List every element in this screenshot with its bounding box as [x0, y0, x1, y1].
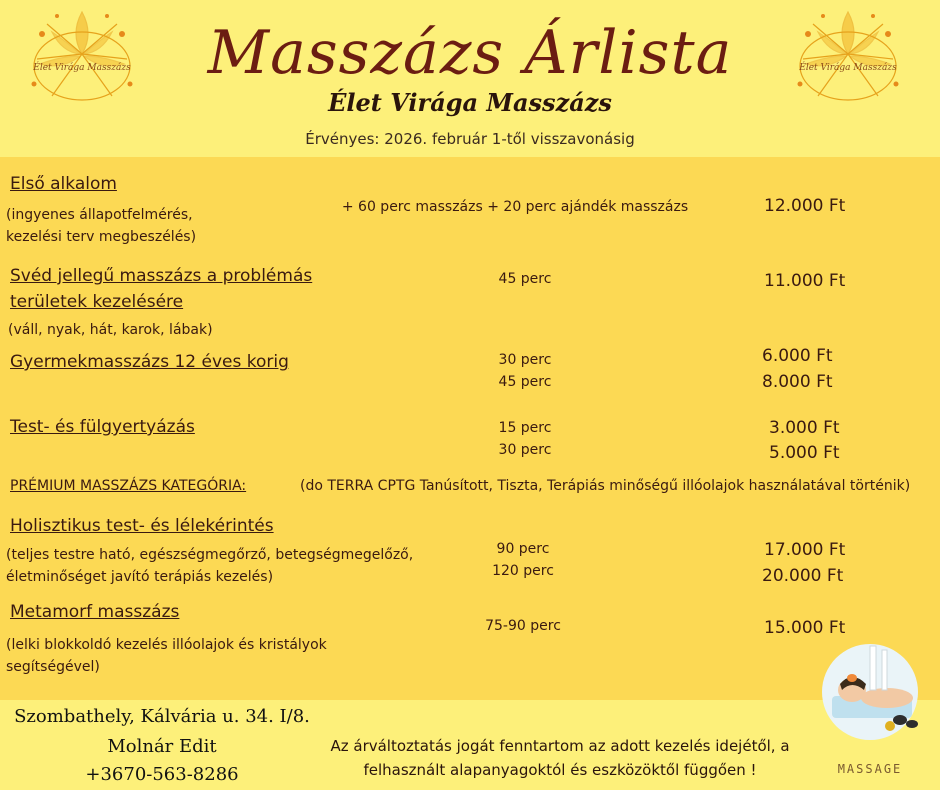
service-note-swedish: (váll, nyak, hát, karok, lábak)	[8, 322, 213, 338]
service-price-candle-2: 5.000 Ft	[769, 443, 840, 463]
logo-text: Élet Virága Masszázs	[33, 63, 131, 73]
massage-label: MASSAGE	[837, 762, 903, 776]
disclaimer-line-2: felhasznált alapanyagoktól és eszközöktől függően !	[363, 761, 757, 779]
service-price-child-1: 6.000 Ft	[762, 346, 833, 366]
logo-text: Élet Virága Masszázs	[799, 63, 897, 73]
owner-name: Molnár Edit	[107, 736, 217, 757]
service-duration-swedish: 45 perc	[498, 271, 552, 287]
premium-category-note: (do TERRA CPTG Tanúsított, Tiszta, Terápiás minőségű illóolajok használatával történik)	[300, 478, 911, 494]
service-note-holistic-1: (teljes testre ható, egészségmegőrző, betegségmegelőző,	[6, 547, 414, 563]
service-price-first: 12.000 Ft	[764, 196, 846, 216]
validity-text: Érvényes: 2026. február 1-től visszavonásig	[305, 130, 635, 148]
service-duration-candle-1: 15 perc	[498, 420, 552, 436]
service-note-holistic-2: életminőséget javító terápiás kezelés)	[6, 569, 274, 585]
service-price-holistic-1: 17.000 Ft	[764, 540, 846, 560]
disclaimer-line-1: Az árváltoztatás jogát fenntartom az adott kezelés idejétől, a	[330, 737, 790, 755]
service-note-metamorf-2: segítségével)	[6, 659, 100, 675]
service-price-swedish: 11.000 Ft	[764, 271, 846, 291]
service-duration-first: + 60 perc masszázs + 20 perc ajándék masszázs	[341, 199, 689, 215]
service-name-candle: Test- és fülgyertyázás	[10, 417, 195, 437]
service-name-swedish-2: területek kezelésére	[10, 292, 184, 312]
premium-category-label: PRÉMIUM MASSZÁZS KATEGÓRIA:	[10, 478, 247, 494]
service-note-first-2: kezelési terv megbeszélés)	[6, 229, 197, 245]
massage-illustration	[812, 640, 928, 740]
service-name-swedish-1: Svéd jellegű masszázs a problémás	[10, 266, 313, 286]
service-price-candle-1: 3.000 Ft	[769, 418, 840, 438]
service-note-first-1: (ingyenes állapotfelmérés,	[6, 207, 193, 223]
service-duration-metamorf: 75-90 perc	[485, 618, 561, 634]
service-note-metamorf-1: (lelki blokkoldó kezelés illóolajok és kristályok	[6, 637, 327, 653]
service-name-holistic: Holisztikus test- és lélekérintés	[10, 516, 274, 536]
service-duration-child-1: 30 perc	[498, 352, 552, 368]
service-name-first: Első alkalom	[10, 174, 117, 194]
service-price-holistic-2: 20.000 Ft	[762, 566, 844, 586]
service-duration-holistic-1: 90 perc	[496, 541, 550, 557]
service-price-child-2: 8.000 Ft	[762, 372, 833, 392]
phone-number: +3670-563-8286	[85, 764, 239, 785]
service-name-child: Gyermekmasszázs 12 éves korig	[10, 352, 289, 372]
service-duration-candle-2: 30 perc	[498, 442, 552, 458]
page-subtitle: Élet Virága Masszázs	[328, 88, 612, 117]
page-title: Masszázs Árlista	[207, 18, 733, 88]
service-duration-child-2: 45 perc	[498, 374, 552, 390]
service-price-metamorf: 15.000 Ft	[764, 618, 846, 638]
service-name-metamorf: Metamorf masszázs	[10, 602, 180, 622]
service-duration-holistic-2: 120 perc	[492, 563, 554, 579]
address: Szombathely, Kálvária u. 34. I/8.	[14, 706, 310, 727]
